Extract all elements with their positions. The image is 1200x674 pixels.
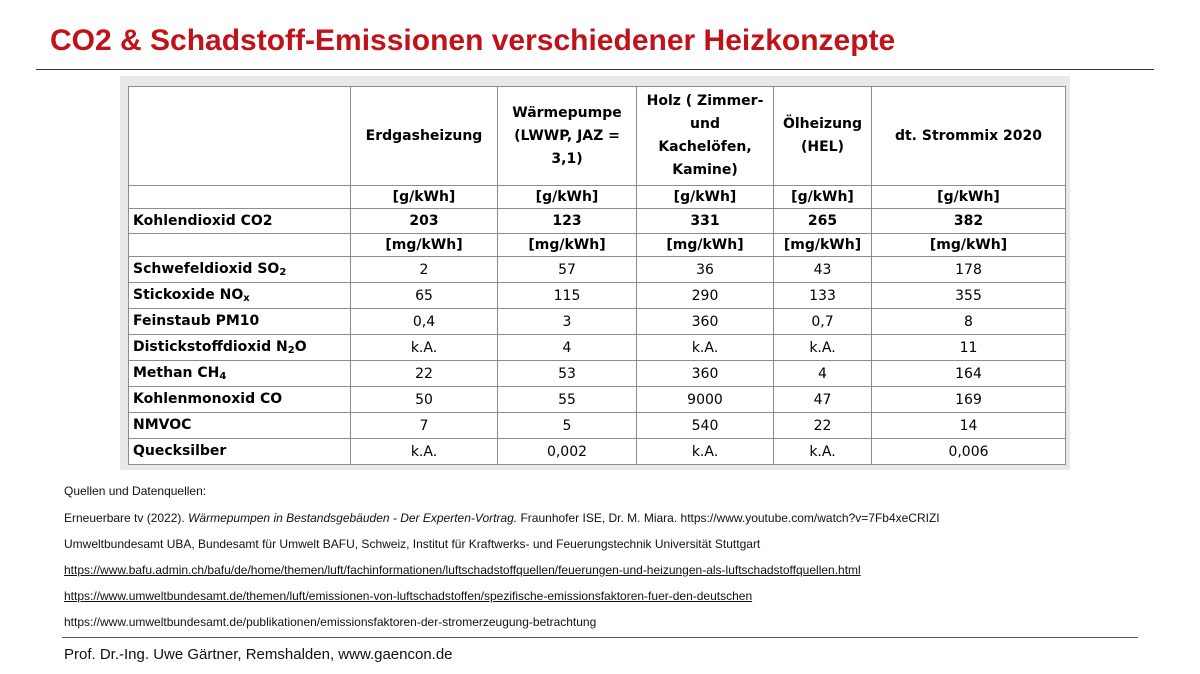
table-row bbox=[129, 413, 1066, 439]
value-cell: 0,006 bbox=[872, 439, 1066, 465]
value-cell: 22 bbox=[351, 361, 498, 387]
source-title: Wärmepumpen in Bestandsgebäuden - Der Experten-Vortrag. bbox=[188, 511, 518, 525]
unit-cell: [mg/kWh] bbox=[351, 234, 498, 257]
value-cell: k.A. bbox=[351, 439, 498, 465]
value-cell: 11 bbox=[872, 335, 1066, 361]
value-cell: 331 bbox=[637, 209, 774, 234]
value-cell: 4 bbox=[498, 335, 637, 361]
footer-divider bbox=[62, 637, 1138, 638]
value-cell: 3 bbox=[498, 309, 637, 335]
unit-cell: [g/kWh] bbox=[351, 186, 498, 209]
unit-cell: [g/kWh] bbox=[637, 186, 774, 209]
value-cell: 36 bbox=[637, 257, 774, 283]
header-empty-cell bbox=[129, 87, 351, 186]
row-label: Schwefeldioxid $SO_2$ bbox=[129, 257, 351, 283]
header-strommix: dt. Strommix 2020 bbox=[872, 87, 1066, 186]
value-cell: 53 bbox=[498, 361, 637, 387]
value-cell: 7 bbox=[351, 413, 498, 439]
value-cell: 4 bbox=[774, 361, 872, 387]
table-row bbox=[129, 309, 1066, 335]
header-holz: Holz ( Zimmer- und Kachelöfen, Kamine) bbox=[637, 87, 774, 186]
value-cell: 0,002 bbox=[498, 439, 637, 465]
footer-author: Prof. Dr.-Ing. Uwe Gärtner, Remshalden, www.gaencon.de bbox=[64, 646, 453, 663]
emissions-table bbox=[128, 86, 1066, 465]
value-cell: 14 bbox=[872, 413, 1066, 439]
row-label: Kohlenmonoxid CO bbox=[129, 387, 351, 413]
unit-row-g bbox=[129, 186, 1066, 209]
value-cell: 178 bbox=[872, 257, 1066, 283]
table-row bbox=[129, 439, 1066, 465]
value-cell: 0,7 bbox=[774, 309, 872, 335]
source-uba: Umweltbundesamt UBA, Bundesamt für Umwelt BAFU, Schweiz, Institut für Kraftwerks- und Feuerungstechnik Universität Stuttgart bbox=[64, 537, 761, 551]
value-cell: 540 bbox=[637, 413, 774, 439]
value-cell: k.A. bbox=[637, 439, 774, 465]
value-cell: k.A. bbox=[637, 335, 774, 361]
source-uba-strom: https://www.umweltbundesamt.de/publikationen/emissionsfaktoren-der-stromerzeugung-betrachtung bbox=[64, 615, 597, 629]
unit-cell: [g/kWh] bbox=[498, 186, 637, 209]
value-cell: 57 bbox=[498, 257, 637, 283]
table-row-co2 bbox=[129, 209, 1066, 234]
value-cell: 265 bbox=[774, 209, 872, 234]
unit-cell: [mg/kWh] bbox=[872, 234, 1066, 257]
table-row bbox=[129, 283, 1066, 309]
table-row bbox=[129, 361, 1066, 387]
value-cell: 47 bbox=[774, 387, 872, 413]
title-divider bbox=[36, 69, 1154, 70]
page-title: CO2 & Schadstoff-Emissionen verschiedener Heizkonzepte bbox=[50, 24, 896, 57]
value-cell: 50 bbox=[351, 387, 498, 413]
header-oel: Ölheizung (HEL) bbox=[774, 87, 872, 186]
source-erneuerbare bbox=[64, 511, 940, 525]
table-row bbox=[129, 387, 1066, 413]
row-label: Distickstoffdioxid $N_2O$ bbox=[129, 335, 351, 361]
value-cell: 43 bbox=[774, 257, 872, 283]
unit-empty-cell bbox=[129, 234, 351, 257]
unit-cell: [mg/kWh] bbox=[637, 234, 774, 257]
value-cell: 55 bbox=[498, 387, 637, 413]
pollutant-rows bbox=[129, 257, 1066, 465]
row-label: Kohlendioxid CO2 bbox=[129, 209, 351, 234]
header-erdgas: Erdgasheizung bbox=[351, 87, 498, 186]
source-text: Erneuerbare tv (2022). bbox=[64, 511, 189, 525]
value-cell: 115 bbox=[498, 283, 637, 309]
row-label: Feinstaub PM10 bbox=[129, 309, 351, 335]
value-cell: 22 bbox=[774, 413, 872, 439]
value-cell: 2 bbox=[351, 257, 498, 283]
unit-row-mg bbox=[129, 234, 1066, 257]
header-waermepumpe: Wärmepumpe (LWWP, JAZ = 3,1) bbox=[498, 87, 637, 186]
source-text: Fraunhofer ISE, Dr. M. Miara. https://www.youtube.com/watch?v=7Fb4xeCRIZI bbox=[517, 511, 940, 525]
value-cell: 8 bbox=[872, 309, 1066, 335]
value-cell: 290 bbox=[637, 283, 774, 309]
value-cell: 123 bbox=[498, 209, 637, 234]
table-row bbox=[129, 335, 1066, 361]
value-cell: 5 bbox=[498, 413, 637, 439]
row-label: Methan $CH_4$ bbox=[129, 361, 351, 387]
unit-cell: [g/kWh] bbox=[774, 186, 872, 209]
sources-heading: Quellen und Datenquellen: bbox=[64, 484, 207, 498]
value-cell: 164 bbox=[872, 361, 1066, 387]
value-cell: k.A. bbox=[774, 335, 872, 361]
value-cell: 0,4 bbox=[351, 309, 498, 335]
value-cell: 65 bbox=[351, 283, 498, 309]
value-cell: 360 bbox=[637, 309, 774, 335]
value-cell: 169 bbox=[872, 387, 1066, 413]
link-uba-emissionen[interactable]: https://www.umweltbundesamt.de/themen/luft/emissionen-von-luftschadstoffen/spezifische-emissionsfaktoren-fuer-den-deutschen bbox=[64, 589, 753, 603]
unit-empty-cell bbox=[129, 186, 351, 209]
row-label: Stickoxide $NO_x$ bbox=[129, 283, 351, 309]
value-cell: 133 bbox=[774, 283, 872, 309]
value-cell: 355 bbox=[872, 283, 1066, 309]
row-label: Quecksilber bbox=[129, 439, 351, 465]
value-cell: 382 bbox=[872, 209, 1066, 234]
unit-cell: [mg/kWh] bbox=[498, 234, 637, 257]
table-header-row bbox=[129, 87, 1066, 186]
unit-cell: [g/kWh] bbox=[872, 186, 1066, 209]
value-cell: k.A. bbox=[774, 439, 872, 465]
table-row bbox=[129, 257, 1066, 283]
value-cell: 360 bbox=[637, 361, 774, 387]
row-label: NMVOC bbox=[129, 413, 351, 439]
link-bafu[interactable]: https://www.bafu.admin.ch/bafu/de/home/themen/luft/fachinformationen/luftschadstoffquellen/feuerungen-und-heizungen-als-luftschadstoffquellen.html bbox=[64, 563, 861, 577]
value-cell: 9000 bbox=[637, 387, 774, 413]
unit-cell: [mg/kWh] bbox=[774, 234, 872, 257]
value-cell: 203 bbox=[351, 209, 498, 234]
value-cell: k.A. bbox=[351, 335, 498, 361]
